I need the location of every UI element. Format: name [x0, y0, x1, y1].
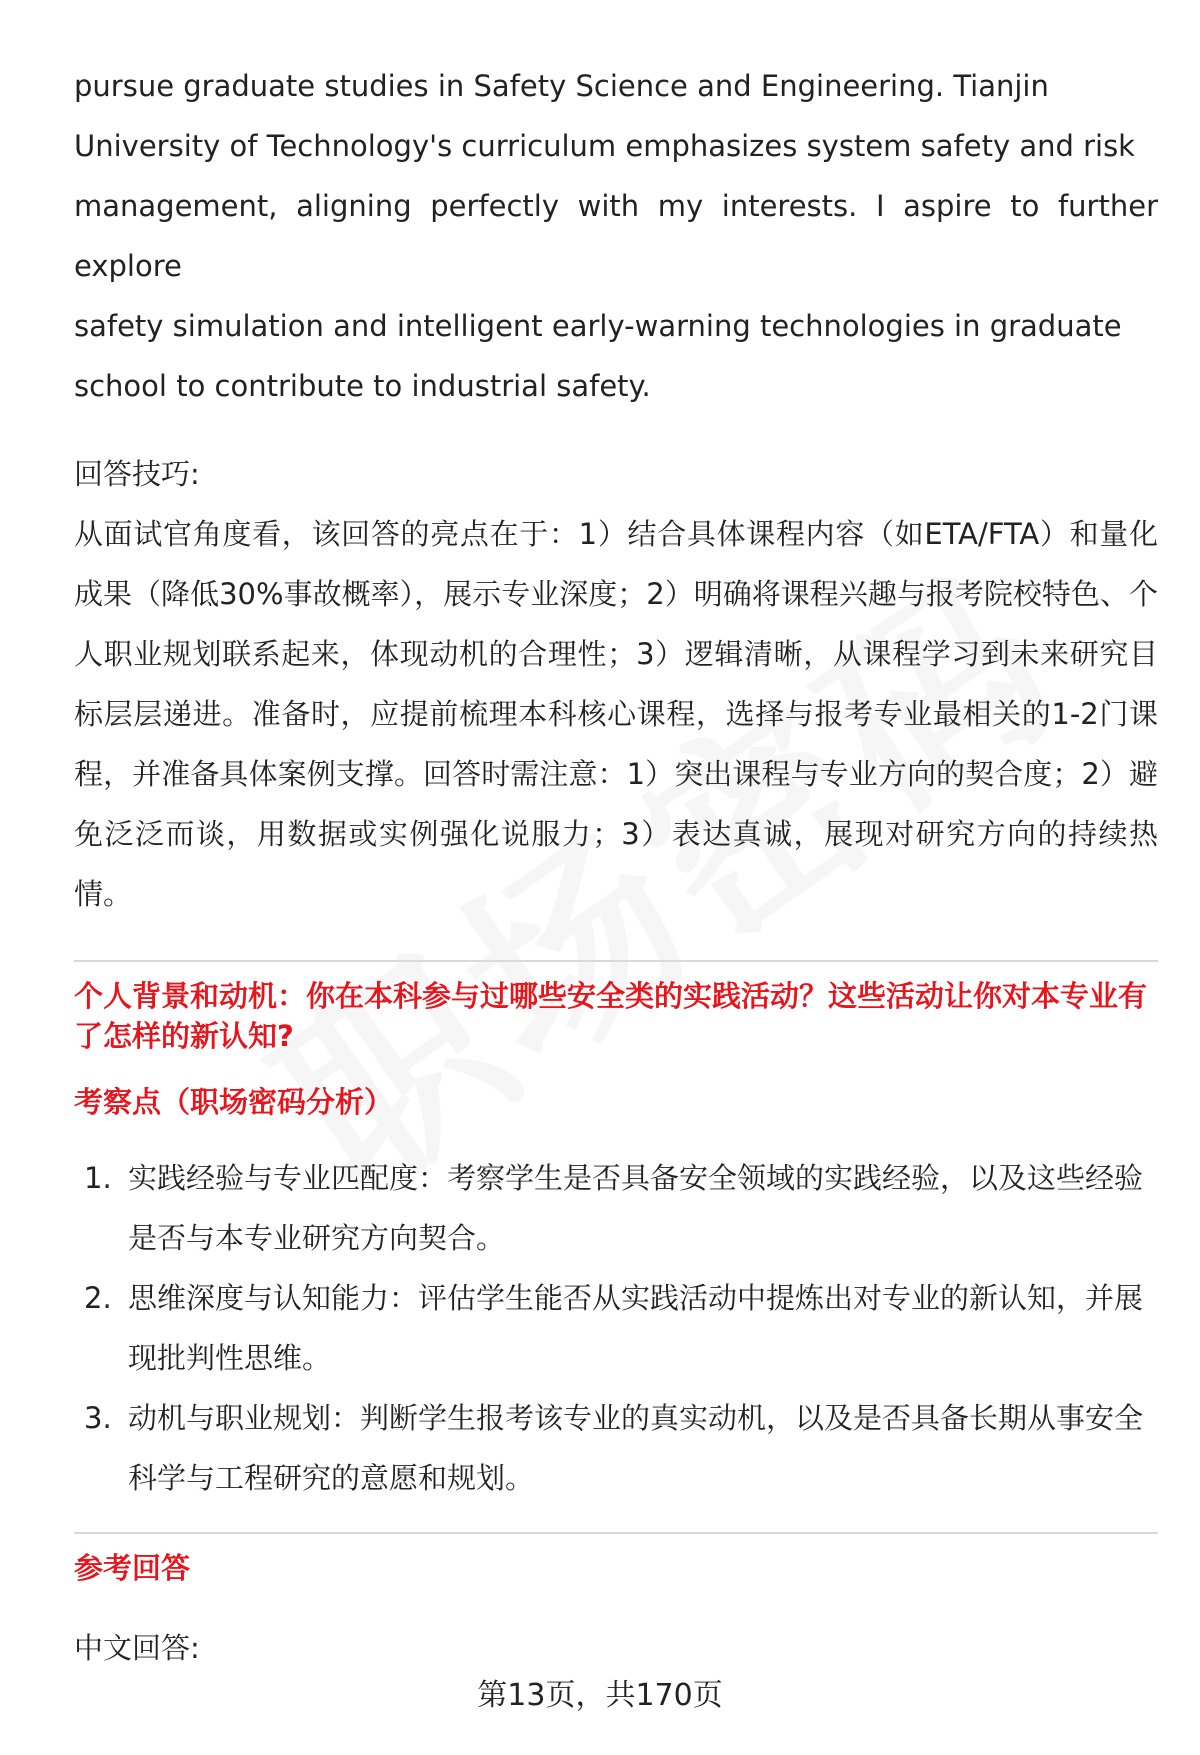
answer-tips — [74, 444, 1158, 924]
list-item-text: 动机与职业规划：判断学生报考该专业的真实动机，以及是否具备长期从事安全科学与工程研究的意愿和规划。 — [128, 1401, 1144, 1495]
intro-line: management, aligning perfectly with my interests. I aspire to further explore — [74, 189, 1158, 283]
list-item-text: 思维深度与认知能力：评估学生能否从实践活动中提炼出对专业的新认知，并展现批判性思维。 — [128, 1281, 1144, 1375]
list-item-text: 实践经验与专业匹配度：考察学生是否具备安全领域的实践经验，以及这些经验是否与本专业研究方向契合。 — [128, 1161, 1144, 1255]
points-heading: 考察点（职场密码分析） — [74, 1085, 394, 1119]
question-block — [74, 976, 1158, 1508]
list-item-number: 3. — [84, 1401, 112, 1435]
tips-label: 回答技巧: — [74, 457, 200, 491]
list-item — [74, 1268, 1158, 1388]
list-item — [74, 1148, 1158, 1268]
page-number: 第13页，共170页 — [477, 1678, 723, 1713]
list-item-number: 1. — [84, 1161, 112, 1195]
intro-line: University of Technology's curriculum emphasizes system safety and risk — [74, 129, 1135, 163]
intro-line: school to contribute to industrial safety. — [74, 369, 651, 403]
reference-answer — [74, 1548, 1158, 1678]
intro-english-paragraph — [74, 56, 1158, 416]
question-title: 个人背景和动机：你在本科参与过哪些安全类的实践活动？这些活动让你对本专业有了怎样的新认知? — [74, 979, 1148, 1053]
reference-heading: 参考回答 — [74, 1551, 191, 1585]
list-item — [74, 1388, 1158, 1508]
document-page — [74, 56, 1158, 1678]
chinese-answer-label: 中文回答: — [74, 1631, 200, 1665]
intro-line: pursue graduate studies in Safety Science and Engineering. Tianjin — [74, 69, 1049, 103]
list-item-number: 2. — [84, 1281, 112, 1315]
tips-body: 从面试官角度看，该回答的亮点在于：1）结合具体课程内容（如ETA/FTA）和量化成果（降低30%事故概率），展示专业深度；2）明确将课程兴趣与报考院校特色、个人职业规划联系起来，体现动机的合理性；3）逻辑清晰，从课程学习到未来研究目标层层递进。准备时，应提前梳理本科核心课程，选择与报考专业最相关的1-2门课程，并准备具体案例支撑。回答时需注意：1）突出课程与专业方向的契合度；2）避免泛泛而谈，用数据或实例强化说服力；3）表达真诚，展现对研究方向的持续热情。 — [74, 517, 1158, 911]
points-list — [74, 1148, 1158, 1508]
intro-line: safety simulation and intelligent early-warning technologies in graduate — [74, 309, 1122, 343]
